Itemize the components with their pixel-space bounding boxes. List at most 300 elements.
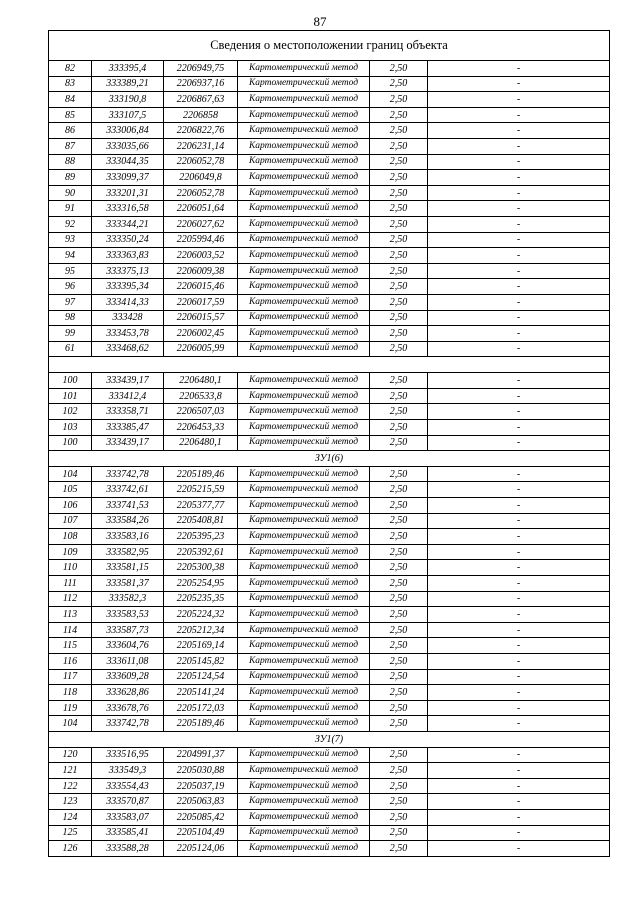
table-row <box>49 326 610 342</box>
method-cell: Картометрический метод <box>238 185 370 201</box>
x-coordinate-cell: 333582,3 <box>92 591 164 607</box>
table-row <box>49 669 610 685</box>
point-number-cell: 111 <box>49 576 92 592</box>
accuracy-cell: 2,50 <box>370 201 428 217</box>
accuracy-cell: 2,50 <box>370 716 428 732</box>
x-coordinate-cell: 333363,83 <box>92 248 164 264</box>
accuracy-cell: 2,50 <box>370 763 428 779</box>
point-number-cell: 122 <box>49 778 92 794</box>
x-coordinate-cell: 333395,4 <box>92 61 164 77</box>
note-cell: - <box>428 76 610 92</box>
method-cell: Картометрический метод <box>238 216 370 232</box>
method-cell: Картометрический метод <box>238 638 370 654</box>
point-number-cell: 97 <box>49 294 92 310</box>
x-coordinate-cell: 333742,61 <box>92 482 164 498</box>
accuracy-cell: 2,50 <box>370 560 428 576</box>
method-cell: Картометрический метод <box>238 263 370 279</box>
x-coordinate-cell: 333549,3 <box>92 763 164 779</box>
method-cell: Картометрический метод <box>238 544 370 560</box>
point-number-cell: 110 <box>49 560 92 576</box>
method-cell: Картометрический метод <box>238 653 370 669</box>
note-cell: - <box>428 622 610 638</box>
table-row <box>49 607 610 623</box>
y-coordinate-cell: 2206015,57 <box>164 310 238 326</box>
y-coordinate-cell: 2206052,78 <box>164 185 238 201</box>
accuracy-cell: 2,50 <box>370 154 428 170</box>
table-row <box>49 513 610 529</box>
table-row <box>49 809 610 825</box>
accuracy-cell: 2,50 <box>370 92 428 108</box>
note-cell: - <box>428 185 610 201</box>
table-row <box>49 778 610 794</box>
point-number-cell: 117 <box>49 669 92 685</box>
blank-cell <box>49 357 610 373</box>
accuracy-cell: 2,50 <box>370 591 428 607</box>
x-coordinate-cell: 333581,15 <box>92 560 164 576</box>
y-coordinate-cell: 2205408,81 <box>164 513 238 529</box>
method-cell: Картометрический метод <box>238 107 370 123</box>
y-coordinate-cell: 2205124,54 <box>164 669 238 685</box>
table-row <box>49 466 610 482</box>
point-number-cell: 107 <box>49 513 92 529</box>
method-cell: Картометрический метод <box>238 248 370 264</box>
point-number-cell: 112 <box>49 591 92 607</box>
note-cell: - <box>428 388 610 404</box>
point-number-cell: 101 <box>49 388 92 404</box>
point-number-cell: 121 <box>49 763 92 779</box>
y-coordinate-cell: 2205104,49 <box>164 825 238 841</box>
method-cell: Картометрический метод <box>238 825 370 841</box>
method-cell: Картометрический метод <box>238 778 370 794</box>
table-row <box>49 685 610 701</box>
method-cell: Картометрический метод <box>238 404 370 420</box>
x-coordinate-cell: 333044,35 <box>92 154 164 170</box>
point-number-cell: 109 <box>49 544 92 560</box>
note-cell: - <box>428 326 610 342</box>
table-row <box>49 92 610 108</box>
table-row <box>49 747 610 763</box>
y-coordinate-cell: 2205172,03 <box>164 700 238 716</box>
accuracy-cell: 2,50 <box>370 279 428 295</box>
table-row <box>49 716 610 732</box>
y-coordinate-cell: 2206949,75 <box>164 61 238 77</box>
y-coordinate-cell: 2205124,06 <box>164 841 238 857</box>
point-number-cell: 113 <box>49 607 92 623</box>
note-cell: - <box>428 825 610 841</box>
point-number-cell: 61 <box>49 341 92 357</box>
y-coordinate-cell: 2205994,46 <box>164 232 238 248</box>
section-label: ЗУ1(6) <box>49 451 610 467</box>
x-coordinate-cell: 333582,95 <box>92 544 164 560</box>
method-cell: Картометрический метод <box>238 809 370 825</box>
method-cell: Картометрический метод <box>238 576 370 592</box>
accuracy-cell: 2,50 <box>370 653 428 669</box>
note-cell: - <box>428 170 610 186</box>
point-number-cell: 125 <box>49 825 92 841</box>
point-number-cell: 92 <box>49 216 92 232</box>
x-coordinate-cell: 333006,84 <box>92 123 164 139</box>
note-cell: - <box>428 576 610 592</box>
method-cell: Картометрический метод <box>238 685 370 701</box>
y-coordinate-cell: 2206453,33 <box>164 420 238 436</box>
x-coordinate-cell: 333584,26 <box>92 513 164 529</box>
accuracy-cell: 2,50 <box>370 544 428 560</box>
note-cell: - <box>428 232 610 248</box>
y-coordinate-cell: 2205085,42 <box>164 809 238 825</box>
x-coordinate-cell: 333588,28 <box>92 841 164 857</box>
note-cell: - <box>428 700 610 716</box>
point-number-cell: 100 <box>49 435 92 451</box>
note-cell: - <box>428 61 610 77</box>
y-coordinate-cell: 2206051,64 <box>164 201 238 217</box>
x-coordinate-cell: 333585,41 <box>92 825 164 841</box>
method-cell: Картометрический метод <box>238 201 370 217</box>
point-number-cell: 115 <box>49 638 92 654</box>
note-cell: - <box>428 841 610 857</box>
method-cell: Картометрический метод <box>238 763 370 779</box>
method-cell: Картометрический метод <box>238 326 370 342</box>
accuracy-cell: 2,50 <box>370 185 428 201</box>
method-cell: Картометрический метод <box>238 591 370 607</box>
x-coordinate-cell: 333316,58 <box>92 201 164 217</box>
table-row <box>49 154 610 170</box>
y-coordinate-cell: 2206822,76 <box>164 123 238 139</box>
y-coordinate-cell: 2206507,03 <box>164 404 238 420</box>
point-number-cell: 119 <box>49 700 92 716</box>
point-number-cell: 84 <box>49 92 92 108</box>
table-row <box>49 841 610 857</box>
x-coordinate-cell: 333412,4 <box>92 388 164 404</box>
method-cell: Картометрический метод <box>238 92 370 108</box>
x-coordinate-cell: 333628,86 <box>92 685 164 701</box>
note-cell: - <box>428 216 610 232</box>
x-coordinate-cell: 333428 <box>92 310 164 326</box>
accuracy-cell: 2,50 <box>370 388 428 404</box>
point-number-cell: 114 <box>49 622 92 638</box>
point-number-cell: 108 <box>49 529 92 545</box>
point-number-cell: 91 <box>49 201 92 217</box>
note-cell: - <box>428 747 610 763</box>
accuracy-cell: 2,50 <box>370 576 428 592</box>
table-row <box>49 763 610 779</box>
accuracy-cell: 2,50 <box>370 138 428 154</box>
y-coordinate-cell: 2206867,63 <box>164 92 238 108</box>
accuracy-cell: 2,50 <box>370 420 428 436</box>
x-coordinate-cell: 333611,08 <box>92 653 164 669</box>
accuracy-cell: 2,50 <box>370 466 428 482</box>
x-coordinate-cell: 333439,17 <box>92 435 164 451</box>
point-number-cell: 106 <box>49 498 92 514</box>
blank-separator-row <box>49 357 610 373</box>
table-row <box>49 560 610 576</box>
note-cell: - <box>428 201 610 217</box>
point-number-cell: 89 <box>49 170 92 186</box>
point-number-cell: 126 <box>49 841 92 857</box>
accuracy-cell: 2,50 <box>370 529 428 545</box>
y-coordinate-cell: 2206003,52 <box>164 248 238 264</box>
table-row <box>49 622 610 638</box>
table-row <box>49 61 610 77</box>
table-row <box>49 435 610 451</box>
table-body <box>49 31 610 857</box>
accuracy-cell: 2,50 <box>370 685 428 701</box>
note-cell: - <box>428 263 610 279</box>
table-row <box>49 591 610 607</box>
note-cell: - <box>428 294 610 310</box>
y-coordinate-cell: 2205395,23 <box>164 529 238 545</box>
note-cell: - <box>428 279 610 295</box>
x-coordinate-cell: 333190,8 <box>92 92 164 108</box>
method-cell: Картометрический метод <box>238 341 370 357</box>
note-cell: - <box>428 373 610 389</box>
accuracy-cell: 2,50 <box>370 482 428 498</box>
x-coordinate-cell: 333678,76 <box>92 700 164 716</box>
accuracy-cell: 2,50 <box>370 326 428 342</box>
table-row <box>49 123 610 139</box>
point-number-cell: 102 <box>49 404 92 420</box>
y-coordinate-cell: 2206005,99 <box>164 341 238 357</box>
table-row <box>49 498 610 514</box>
y-coordinate-cell: 2206937,16 <box>164 76 238 92</box>
method-cell: Картометрический метод <box>238 61 370 77</box>
accuracy-cell: 2,50 <box>370 622 428 638</box>
point-number-cell: 82 <box>49 61 92 77</box>
table-row <box>49 529 610 545</box>
table-row <box>49 279 610 295</box>
y-coordinate-cell: 2206480,1 <box>164 435 238 451</box>
method-cell: Картометрический метод <box>238 76 370 92</box>
y-coordinate-cell: 2205254,95 <box>164 576 238 592</box>
method-cell: Картометрический метод <box>238 435 370 451</box>
accuracy-cell: 2,50 <box>370 263 428 279</box>
accuracy-cell: 2,50 <box>370 232 428 248</box>
x-coordinate-cell: 333099,37 <box>92 170 164 186</box>
x-coordinate-cell: 333395,34 <box>92 279 164 295</box>
accuracy-cell: 2,50 <box>370 513 428 529</box>
table-row <box>49 482 610 498</box>
point-number-cell: 94 <box>49 248 92 264</box>
y-coordinate-cell: 2206480,1 <box>164 373 238 389</box>
table-row <box>49 310 610 326</box>
table-row <box>49 653 610 669</box>
method-cell: Картометрический метод <box>238 138 370 154</box>
point-number-cell: 103 <box>49 420 92 436</box>
note-cell: - <box>428 248 610 264</box>
y-coordinate-cell: 2206533,8 <box>164 388 238 404</box>
method-cell: Картометрический метод <box>238 310 370 326</box>
method-cell: Картометрический метод <box>238 388 370 404</box>
method-cell: Картометрический метод <box>238 420 370 436</box>
method-cell: Картометрический метод <box>238 513 370 529</box>
note-cell: - <box>428 435 610 451</box>
table-row <box>49 794 610 810</box>
y-coordinate-cell: 2205169,14 <box>164 638 238 654</box>
x-coordinate-cell: 333453,78 <box>92 326 164 342</box>
y-coordinate-cell: 2205300,38 <box>164 560 238 576</box>
note-cell: - <box>428 716 610 732</box>
point-number-cell: 85 <box>49 107 92 123</box>
note-cell: - <box>428 794 610 810</box>
note-cell: - <box>428 778 610 794</box>
point-number-cell: 104 <box>49 716 92 732</box>
note-cell: - <box>428 653 610 669</box>
y-coordinate-cell: 2206015,46 <box>164 279 238 295</box>
section-header-row <box>49 731 610 747</box>
x-coordinate-cell: 333201,31 <box>92 185 164 201</box>
point-number-cell: 118 <box>49 685 92 701</box>
method-cell: Картометрический метод <box>238 154 370 170</box>
y-coordinate-cell: 2206027,62 <box>164 216 238 232</box>
x-coordinate-cell: 333741,53 <box>92 498 164 514</box>
y-coordinate-cell: 2205037,19 <box>164 778 238 794</box>
point-number-cell: 99 <box>49 326 92 342</box>
method-cell: Картометрический метод <box>238 622 370 638</box>
x-coordinate-cell: 333344,21 <box>92 216 164 232</box>
accuracy-cell: 2,50 <box>370 248 428 264</box>
accuracy-cell: 2,50 <box>370 498 428 514</box>
x-coordinate-cell: 333742,78 <box>92 466 164 482</box>
table-row <box>49 341 610 357</box>
note-cell: - <box>428 92 610 108</box>
y-coordinate-cell: 2205235,35 <box>164 591 238 607</box>
x-coordinate-cell: 333414,33 <box>92 294 164 310</box>
point-number-cell: 124 <box>49 809 92 825</box>
point-number-cell: 87 <box>49 138 92 154</box>
table-row <box>49 373 610 389</box>
note-cell: - <box>428 420 610 436</box>
method-cell: Картометрический метод <box>238 373 370 389</box>
accuracy-cell: 2,50 <box>370 170 428 186</box>
method-cell: Картометрический метод <box>238 498 370 514</box>
x-coordinate-cell: 333516,95 <box>92 747 164 763</box>
table-row <box>49 248 610 264</box>
page-number: 87 <box>313 14 327 29</box>
method-cell: Картометрический метод <box>238 794 370 810</box>
note-cell: - <box>428 513 610 529</box>
accuracy-cell: 2,50 <box>370 778 428 794</box>
note-cell: - <box>428 498 610 514</box>
accuracy-cell: 2,50 <box>370 123 428 139</box>
x-coordinate-cell: 333468,62 <box>92 341 164 357</box>
point-number-cell: 90 <box>49 185 92 201</box>
point-number-cell: 86 <box>49 123 92 139</box>
y-coordinate-cell: 2206002,45 <box>164 326 238 342</box>
table-row <box>49 263 610 279</box>
point-number-cell: 116 <box>49 653 92 669</box>
y-coordinate-cell: 2205145,82 <box>164 653 238 669</box>
point-number-cell: 95 <box>49 263 92 279</box>
point-number-cell: 105 <box>49 482 92 498</box>
method-cell: Картометрический метод <box>238 529 370 545</box>
accuracy-cell: 2,50 <box>370 107 428 123</box>
section-header-row <box>49 451 610 467</box>
point-number-cell: 88 <box>49 154 92 170</box>
x-coordinate-cell: 333583,07 <box>92 809 164 825</box>
note-cell: - <box>428 591 610 607</box>
table-row <box>49 185 610 201</box>
method-cell: Картометрический метод <box>238 279 370 295</box>
method-cell: Картометрический метод <box>238 669 370 685</box>
x-coordinate-cell: 333587,73 <box>92 622 164 638</box>
method-cell: Картометрический метод <box>238 294 370 310</box>
table-row <box>49 576 610 592</box>
method-cell: Картометрический метод <box>238 466 370 482</box>
table-row <box>49 825 610 841</box>
note-cell: - <box>428 466 610 482</box>
table-row <box>49 138 610 154</box>
x-coordinate-cell: 333742,78 <box>92 716 164 732</box>
y-coordinate-cell: 2205189,46 <box>164 466 238 482</box>
table-row <box>49 216 610 232</box>
y-coordinate-cell: 2206231,14 <box>164 138 238 154</box>
note-cell: - <box>428 544 610 560</box>
method-cell: Картометрический метод <box>238 232 370 248</box>
note-cell: - <box>428 123 610 139</box>
boundary-coordinates-table <box>48 30 610 857</box>
table-row <box>49 388 610 404</box>
note-cell: - <box>428 607 610 623</box>
point-number-cell: 100 <box>49 373 92 389</box>
y-coordinate-cell: 2206049,8 <box>164 170 238 186</box>
y-coordinate-cell: 2205030,88 <box>164 763 238 779</box>
table-row <box>49 404 610 420</box>
y-coordinate-cell: 2204991,37 <box>164 747 238 763</box>
y-coordinate-cell: 2205377,77 <box>164 498 238 514</box>
table-row <box>49 420 610 436</box>
table-row <box>49 700 610 716</box>
section-label: ЗУ1(7) <box>49 731 610 747</box>
table-row <box>49 76 610 92</box>
accuracy-cell: 2,50 <box>370 841 428 857</box>
accuracy-cell: 2,50 <box>370 607 428 623</box>
x-coordinate-cell: 333570,87 <box>92 794 164 810</box>
x-coordinate-cell: 333554,43 <box>92 778 164 794</box>
note-cell: - <box>428 310 610 326</box>
method-cell: Картометрический метод <box>238 747 370 763</box>
note-cell: - <box>428 638 610 654</box>
note-cell: - <box>428 809 610 825</box>
y-coordinate-cell: 2205189,46 <box>164 716 238 732</box>
accuracy-cell: 2,50 <box>370 373 428 389</box>
y-coordinate-cell: 2205392,61 <box>164 544 238 560</box>
accuracy-cell: 2,50 <box>370 794 428 810</box>
note-cell: - <box>428 138 610 154</box>
accuracy-cell: 2,50 <box>370 216 428 232</box>
y-coordinate-cell: 2206017,59 <box>164 294 238 310</box>
accuracy-cell: 2,50 <box>370 294 428 310</box>
x-coordinate-cell: 333581,37 <box>92 576 164 592</box>
table-row <box>49 232 610 248</box>
point-number-cell: 104 <box>49 466 92 482</box>
y-coordinate-cell: 2205063,83 <box>164 794 238 810</box>
note-cell: - <box>428 341 610 357</box>
x-coordinate-cell: 333375,13 <box>92 263 164 279</box>
x-coordinate-cell: 333389,21 <box>92 76 164 92</box>
point-number-cell: 93 <box>49 232 92 248</box>
x-coordinate-cell: 333439,17 <box>92 373 164 389</box>
accuracy-cell: 2,50 <box>370 435 428 451</box>
x-coordinate-cell: 333583,16 <box>92 529 164 545</box>
y-coordinate-cell: 2205212,34 <box>164 622 238 638</box>
note-cell: - <box>428 482 610 498</box>
accuracy-cell: 2,50 <box>370 61 428 77</box>
table-row <box>49 170 610 186</box>
x-coordinate-cell: 333583,53 <box>92 607 164 623</box>
accuracy-cell: 2,50 <box>370 747 428 763</box>
note-cell: - <box>428 107 610 123</box>
accuracy-cell: 2,50 <box>370 76 428 92</box>
accuracy-cell: 2,50 <box>370 310 428 326</box>
